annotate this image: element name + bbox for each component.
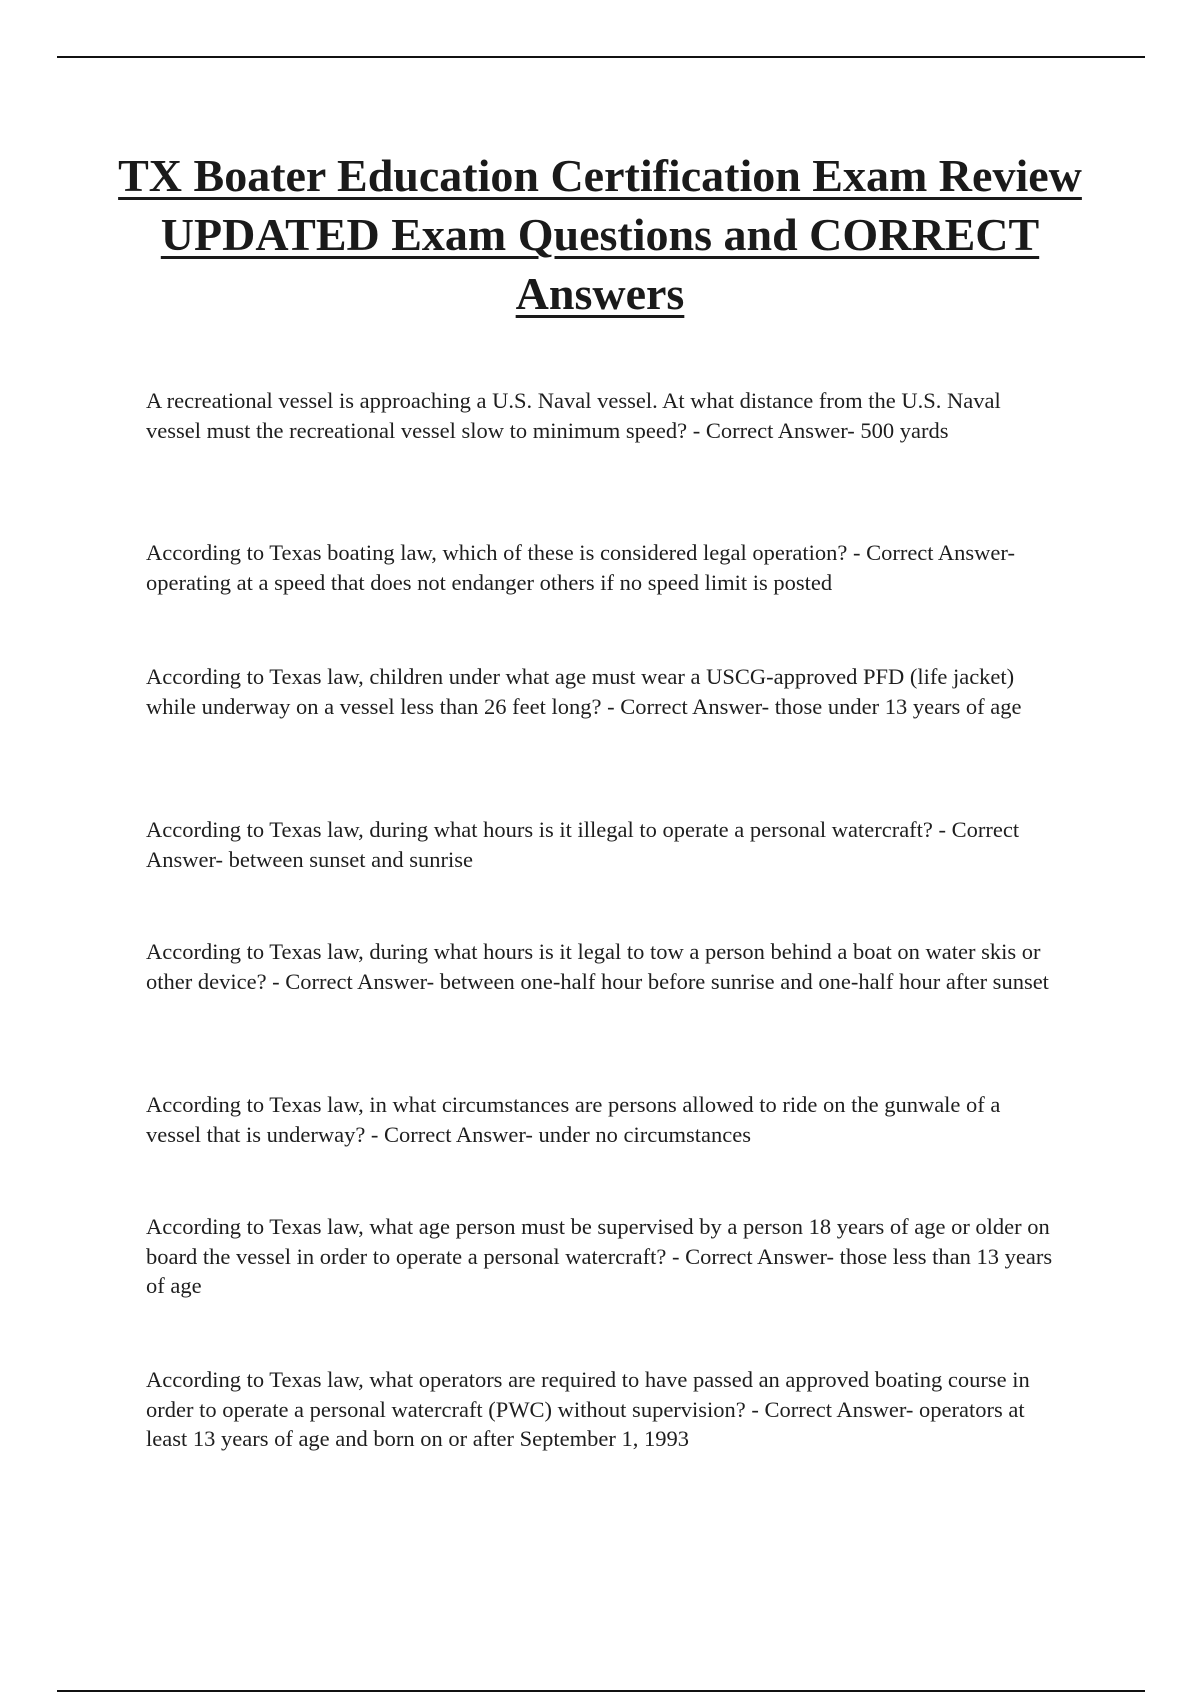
qa-item: A recreational vessel is approaching a U.S. Naval vessel. At what distance from the U.S. Naval vessel must the recreational vessel slow to minimum speed? - Correct Answer- 500 yards	[146, 388, 1001, 443]
document-title-text: TX Boater Education Certification Exam Review UPDATED Exam Questions and CORRECT Answers	[118, 150, 1082, 319]
qa-item: According to Texas law, during what hours is it illegal to operate a personal watercraft? - Correct Answer- between sunset and sunrise	[146, 817, 1020, 872]
top-divider	[57, 56, 1145, 58]
qa-item: According to Texas law, children under what age must wear a USCG-approved PFD (life jacket) while underway on a vessel less than 26 feet long? - Correct Answer- those under 13 years of age	[146, 664, 1022, 719]
bottom-divider	[57, 1690, 1145, 1692]
qa-item: According to Texas boating law, which of these is considered legal operation? - Correct Answer- operating at a speed that does not endanger others if no speed limit is posted	[146, 540, 1015, 595]
qa-item: According to Texas law, what age person must be supervised by a person 18 years of age or older on board the vessel in order to operate a personal watercraft? - Correct Answer- those less than 13 years of age	[146, 1214, 1053, 1298]
qa-item: According to Texas law, in what circumstances are persons allowed to ride on the gunwale of a vessel that is underway? - Correct Answer- under no circumstances	[146, 1092, 1001, 1147]
document-title	[100, 146, 1100, 323]
qa-item: According to Texas law, what operators are required to have passed an approved boating course in order to operate a personal watercraft (PWC) without supervision? - Correct Answer- operators at least 13 years of age and born on or after September 1, 1993	[146, 1367, 1030, 1451]
qa-item: According to Texas law, during what hours is it legal to tow a person behind a boat on water skis or other device? - Correct Answer- between one-half hour before sunrise and one-half hour after sunset	[146, 939, 1049, 994]
